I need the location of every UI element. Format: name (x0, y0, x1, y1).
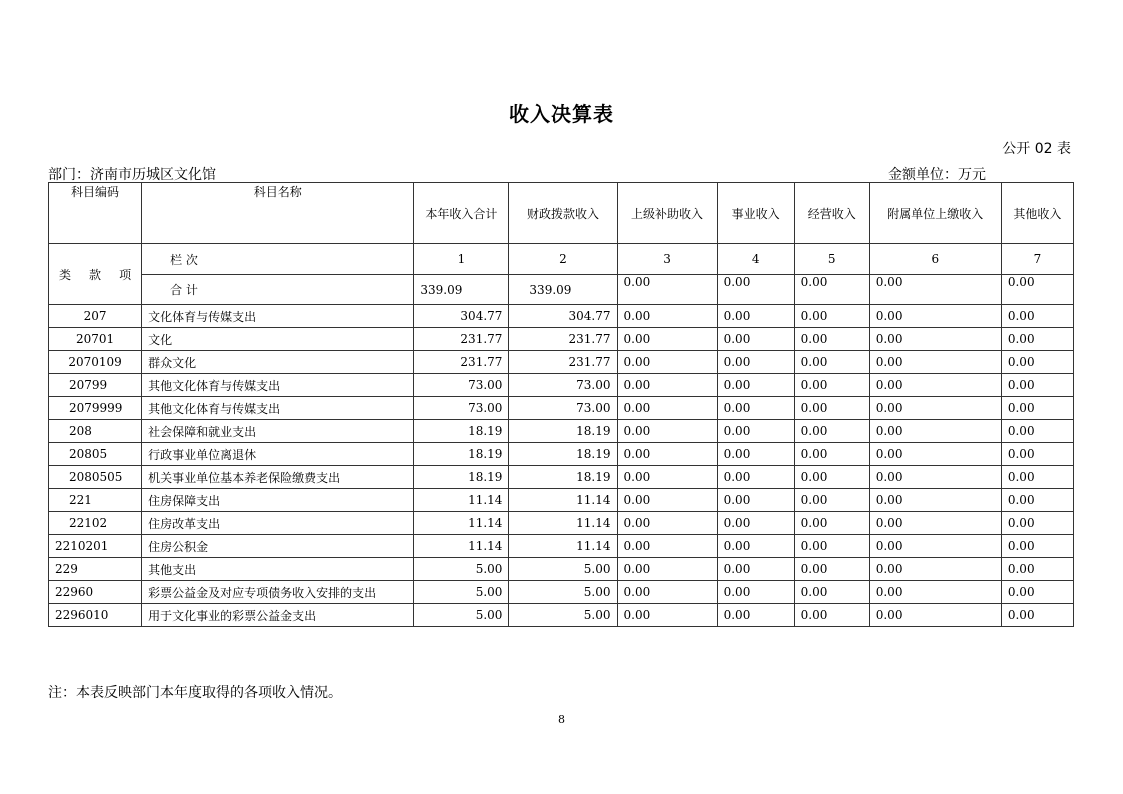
footnote: 注：本表反映部门本年度取得的各项收入情况。 (48, 685, 342, 701)
value-col-3: 0.00 (617, 374, 717, 397)
table-row (49, 604, 1074, 627)
value-col-1: 231.77 (414, 328, 509, 351)
value-col-5: 0.00 (794, 397, 869, 420)
value-col-6: 0.00 (869, 420, 1001, 443)
value-col-7: 0.00 (1001, 443, 1073, 466)
subject-name: 其他支出 (142, 558, 414, 581)
col-number-4: 4 (717, 244, 794, 275)
value-col-3: 0.00 (617, 466, 717, 489)
value-col-2: 5.00 (509, 581, 617, 604)
subject-code: 208 (49, 420, 142, 443)
value-col-6: 0.00 (869, 489, 1001, 512)
value-col-5: 0.00 (794, 558, 869, 581)
total-label: 合 计 (142, 275, 414, 305)
value-col-1: 11.14 (414, 535, 509, 558)
value-col-2: 11.14 (509, 512, 617, 535)
value-col-4: 0.00 (717, 489, 794, 512)
subject-name: 社会保障和就业支出 (142, 420, 414, 443)
value-col-3: 0.00 (617, 535, 717, 558)
subject-name: 文化 (142, 328, 414, 351)
value-col-5: 0.00 (794, 374, 869, 397)
value-col-4: 0.00 (717, 535, 794, 558)
subject-code: 2296010 (49, 604, 142, 627)
value-col-3: 0.00 (617, 351, 717, 374)
value-col-1: 5.00 (414, 581, 509, 604)
subject-code: 2070109 (49, 351, 142, 374)
subject-code: 20701 (49, 328, 142, 351)
value-col-1: 18.19 (414, 420, 509, 443)
value-col-5: 0.00 (794, 351, 869, 374)
value-col-6: 0.00 (869, 351, 1001, 374)
value-col-3: 0.00 (617, 581, 717, 604)
total-value-3: 0.00 (617, 275, 717, 305)
subject-code: 2079999 (49, 397, 142, 420)
table-row (49, 466, 1074, 489)
subject-name: 文化体育与传媒支出 (142, 305, 414, 328)
subject-code: 22102 (49, 512, 142, 535)
column-number-row (49, 244, 1074, 275)
value-col-1: 304.77 (414, 305, 509, 328)
value-col-6: 0.00 (869, 512, 1001, 535)
value-col-5: 0.00 (794, 489, 869, 512)
col-number-3: 3 (617, 244, 717, 275)
department-label: 部门：济南市历城区文化馆 (48, 167, 216, 183)
table-row (49, 512, 1074, 535)
value-col-5: 0.00 (794, 466, 869, 489)
income-table (48, 182, 1074, 627)
value-col-3: 0.00 (617, 604, 717, 627)
value-col-7: 0.00 (1001, 558, 1073, 581)
value-col-6: 0.00 (869, 374, 1001, 397)
value-col-3: 0.00 (617, 305, 717, 328)
table-row (49, 328, 1074, 351)
header-col-4: 事业收入 (717, 183, 794, 244)
header-col-5: 经营收入 (794, 183, 869, 244)
value-col-7: 0.00 (1001, 581, 1073, 604)
subject-name: 机关事业单位基本养老保险缴费支出 (142, 466, 414, 489)
value-col-7: 0.00 (1001, 604, 1073, 627)
value-col-5: 0.00 (794, 535, 869, 558)
value-col-2: 5.00 (509, 604, 617, 627)
col-number-7: 7 (1001, 244, 1073, 275)
value-col-5: 0.00 (794, 604, 869, 627)
header-col-2: 财政拨款收入 (509, 183, 617, 244)
total-value-1: 339.09 (414, 275, 509, 305)
value-col-2: 18.19 (509, 443, 617, 466)
value-col-6: 0.00 (869, 328, 1001, 351)
total-value-4: 0.00 (717, 275, 794, 305)
value-col-4: 0.00 (717, 443, 794, 466)
value-col-7: 0.00 (1001, 466, 1073, 489)
col-number-1: 1 (414, 244, 509, 275)
value-col-3: 0.00 (617, 328, 717, 351)
total-value-5: 0.00 (794, 275, 869, 305)
subject-name: 行政事业单位离退休 (142, 443, 414, 466)
value-col-6: 0.00 (869, 305, 1001, 328)
page-number: 8 (558, 713, 565, 726)
lei-label: 类 (59, 267, 72, 282)
value-col-2: 73.00 (509, 374, 617, 397)
value-col-7: 0.00 (1001, 374, 1073, 397)
value-col-4: 0.00 (717, 305, 794, 328)
unit-label: 金额单位：万元 (888, 167, 986, 183)
kuan-label: 款 (89, 267, 102, 282)
value-col-4: 0.00 (717, 328, 794, 351)
value-col-3: 0.00 (617, 489, 717, 512)
lei-kuan-xiang-cell (49, 244, 142, 305)
table-row (49, 558, 1074, 581)
value-col-3: 0.00 (617, 443, 717, 466)
subject-code: 2210201 (49, 535, 142, 558)
page-title: 收入决算表 (509, 102, 614, 126)
value-col-6: 0.00 (869, 604, 1001, 627)
subject-code: 20799 (49, 374, 142, 397)
subject-name: 群众文化 (142, 351, 414, 374)
value-col-2: 11.14 (509, 535, 617, 558)
value-col-4: 0.00 (717, 374, 794, 397)
subject-name: 其他文化体育与传媒支出 (142, 374, 414, 397)
subject-name: 彩票公益金及对应专项债务收入安排的支出 (142, 581, 414, 604)
form-number: 公开 02 表 (1002, 141, 1071, 157)
value-col-6: 0.00 (869, 466, 1001, 489)
table-row (49, 443, 1074, 466)
total-value-2: 339.09 (509, 275, 617, 305)
value-col-5: 0.00 (794, 443, 869, 466)
value-col-7: 0.00 (1001, 305, 1073, 328)
subject-name: 其他文化体育与传媒支出 (142, 397, 414, 420)
header-col-1: 本年收入合计 (414, 183, 509, 244)
value-col-1: 11.14 (414, 512, 509, 535)
value-col-3: 0.00 (617, 397, 717, 420)
value-col-7: 0.00 (1001, 420, 1073, 443)
xiang-label: 项 (119, 267, 132, 282)
value-col-1: 73.00 (414, 374, 509, 397)
header-col-3: 上级补助收入 (617, 183, 717, 244)
value-col-2: 73.00 (509, 397, 617, 420)
value-col-4: 0.00 (717, 420, 794, 443)
value-col-2: 231.77 (509, 328, 617, 351)
table-header-row (49, 183, 1074, 244)
value-col-2: 11.14 (509, 489, 617, 512)
col-number-2: 2 (509, 244, 617, 275)
value-col-1: 231.77 (414, 351, 509, 374)
table-row (49, 305, 1074, 328)
value-col-5: 0.00 (794, 305, 869, 328)
col-number-5: 5 (794, 244, 869, 275)
total-row (49, 275, 1074, 305)
value-col-4: 0.00 (717, 604, 794, 627)
subject-code: 207 (49, 305, 142, 328)
value-col-1: 18.19 (414, 466, 509, 489)
value-col-4: 0.00 (717, 351, 794, 374)
value-col-7: 0.00 (1001, 512, 1073, 535)
table-row (49, 489, 1074, 512)
value-col-2: 5.00 (509, 558, 617, 581)
value-col-7: 0.00 (1001, 489, 1073, 512)
subject-code: 2080505 (49, 466, 142, 489)
value-col-6: 0.00 (869, 397, 1001, 420)
value-col-1: 18.19 (414, 443, 509, 466)
col-number-6: 6 (869, 244, 1001, 275)
table-row (49, 420, 1074, 443)
subject-name: 住房保障支出 (142, 489, 414, 512)
value-col-6: 0.00 (869, 443, 1001, 466)
value-col-3: 0.00 (617, 558, 717, 581)
header-col-6: 附属单位上缴收入 (869, 183, 1001, 244)
value-col-7: 0.00 (1001, 535, 1073, 558)
subject-name: 住房公积金 (142, 535, 414, 558)
value-col-1: 5.00 (414, 604, 509, 627)
value-col-7: 0.00 (1001, 397, 1073, 420)
header-code: 科目编码 (49, 183, 142, 244)
value-col-5: 0.00 (794, 420, 869, 443)
value-col-1: 5.00 (414, 558, 509, 581)
value-col-6: 0.00 (869, 535, 1001, 558)
table-row (49, 397, 1074, 420)
value-col-5: 0.00 (794, 328, 869, 351)
subject-code: 221 (49, 489, 142, 512)
table-row (49, 581, 1074, 604)
table-row (49, 374, 1074, 397)
value-col-1: 73.00 (414, 397, 509, 420)
total-value-7: 0.00 (1001, 275, 1073, 305)
header-name: 科目名称 (142, 183, 414, 244)
subject-name: 用于文化事业的彩票公益金支出 (142, 604, 414, 627)
value-col-4: 0.00 (717, 558, 794, 581)
table-row (49, 535, 1074, 558)
subject-code: 22960 (49, 581, 142, 604)
value-col-7: 0.00 (1001, 351, 1073, 374)
value-col-6: 0.00 (869, 558, 1001, 581)
value-col-2: 18.19 (509, 466, 617, 489)
value-col-1: 11.14 (414, 489, 509, 512)
header-col-7: 其他收入 (1001, 183, 1073, 244)
value-col-6: 0.00 (869, 581, 1001, 604)
value-col-2: 18.19 (509, 420, 617, 443)
value-col-2: 304.77 (509, 305, 617, 328)
lanci-label: 栏 次 (142, 244, 414, 275)
value-col-3: 0.00 (617, 420, 717, 443)
value-col-4: 0.00 (717, 581, 794, 604)
value-col-4: 0.00 (717, 466, 794, 489)
table-row (49, 351, 1074, 374)
value-col-2: 231.77 (509, 351, 617, 374)
value-col-3: 0.00 (617, 512, 717, 535)
value-col-5: 0.00 (794, 512, 869, 535)
value-col-5: 0.00 (794, 581, 869, 604)
subject-code: 229 (49, 558, 142, 581)
value-col-7: 0.00 (1001, 328, 1073, 351)
value-col-4: 0.00 (717, 512, 794, 535)
subject-code: 20805 (49, 443, 142, 466)
value-col-4: 0.00 (717, 397, 794, 420)
total-value-6: 0.00 (869, 275, 1001, 305)
subject-name: 住房改革支出 (142, 512, 414, 535)
